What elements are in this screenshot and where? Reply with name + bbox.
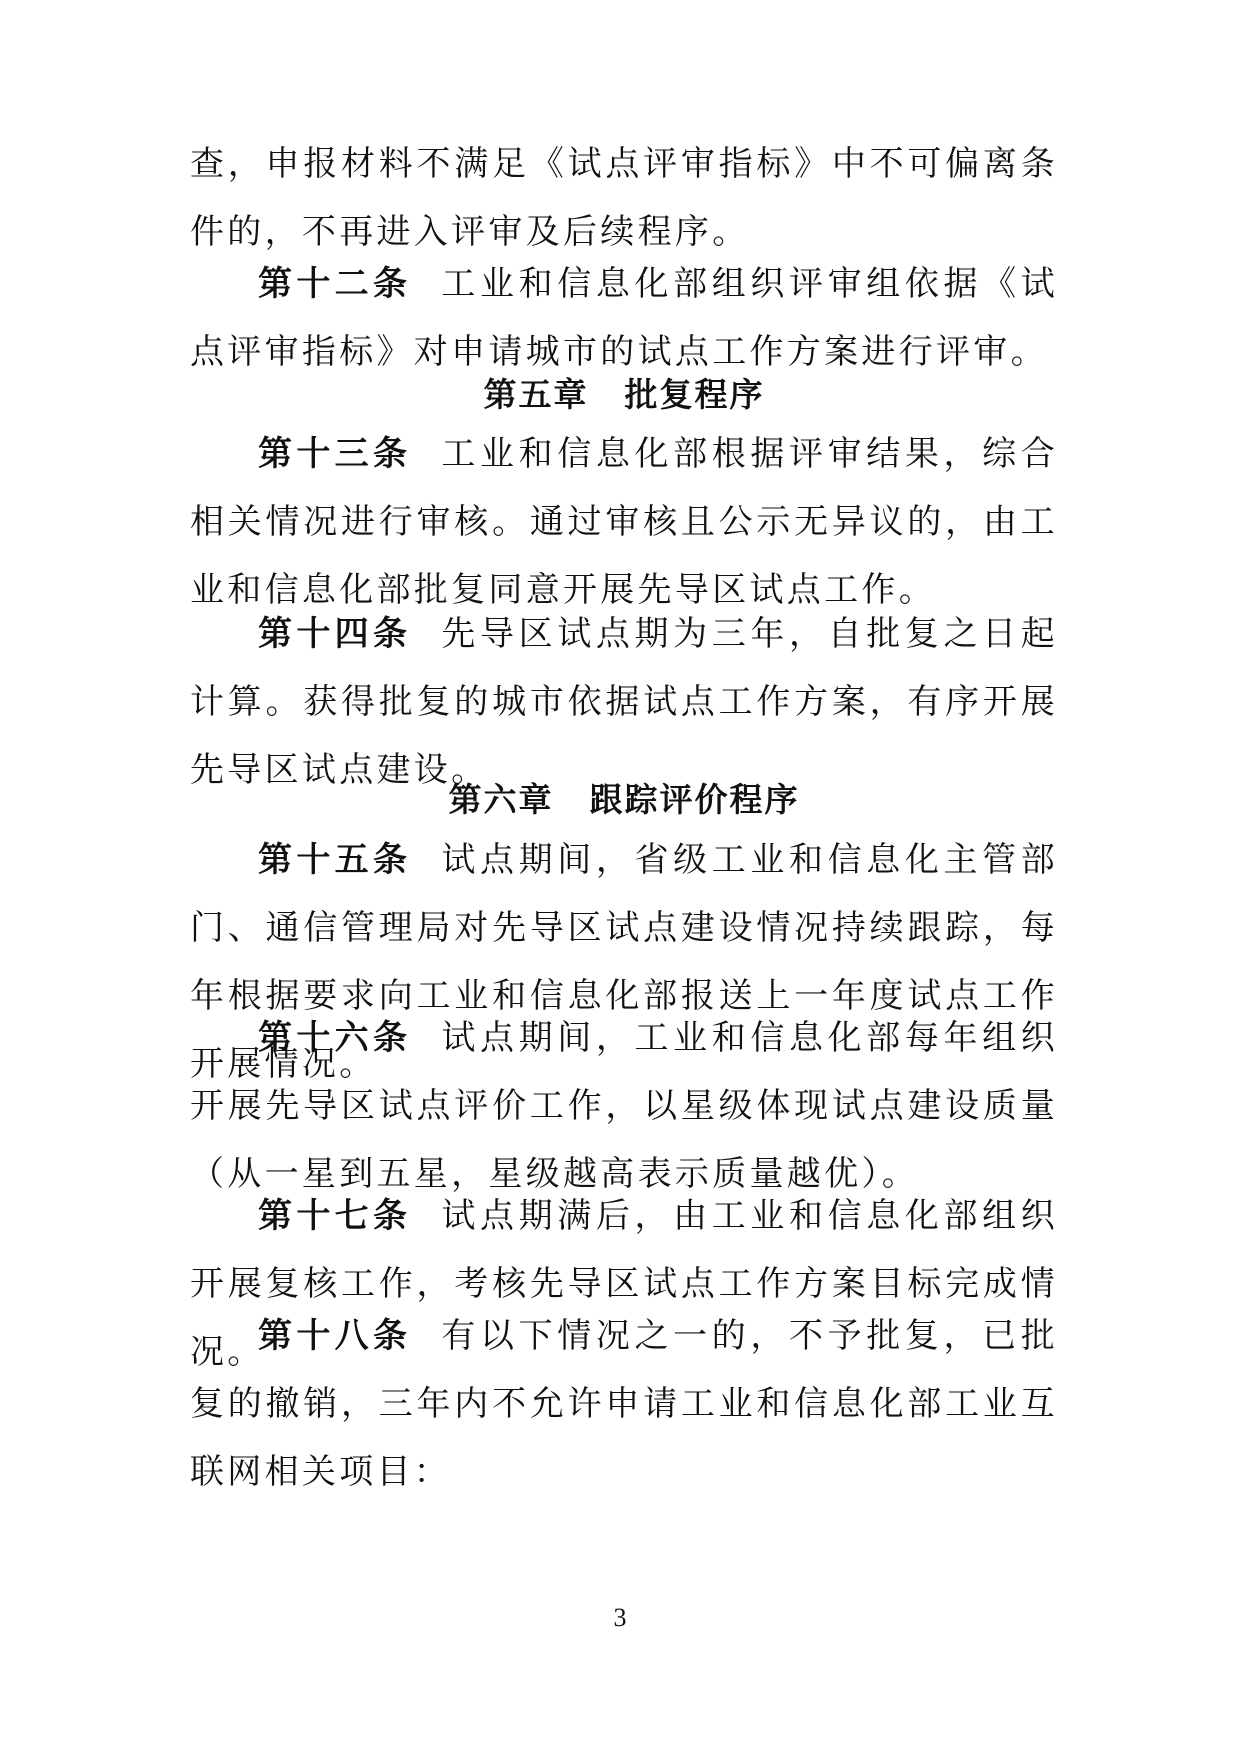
article-label: 第十四条 [258,614,412,654]
article-text: 试点期满后，由工业和信息化部组织开展复核工作，考核先导区试点工作方案目标完成情况。 [190,1196,1058,1372]
paragraph-text: 查，申报材料不满足《试点评审指标》中不可偏离条件的，不再进入评审及后续程序。 [190,144,1058,252]
chapter-title: 跟踪评价程序 [589,780,800,819]
chapter-title: 批复程序 [624,375,765,414]
article-13 [190,420,1058,624]
chapter-6-heading [190,770,1058,830]
article-text: 先导区试点期为三年，自批复之日起计算。获得批复的城市依据试点工作方案，有序开展先导区试点建设。 [190,614,1058,790]
article-label: 第十三条 [258,434,412,474]
article-text: 工业和信息化部根据评审结果，综合相关情况进行审核。通过审核且公示无异议的，由工业和信息化部批复同意开展先导区试点工作。 [190,434,1058,610]
article-label: 第十七条 [258,1196,412,1236]
article-text: 试点期间，工业和信息化部每年组织开展先导区试点评价工作，以星级体现试点建设质量（从一星到五星，星级越高表示质量越优）。 [190,1018,1058,1194]
article-text: 工业和信息化部组织评审组依据《试点评审指标》对申请城市的试点工作方案进行评审。 [190,264,1058,372]
article-label: 第十六条 [258,1018,412,1058]
page-number: 3 [613,1603,627,1632]
paragraph-continuation [190,130,1058,266]
article-18 [190,1302,1058,1506]
chapter-5-heading [190,365,1058,425]
article-text: 试点期间，省级工业和信息化主管部门、通信管理局对先导区试点建设情况持续跟踪，每年根据要求向工业和信息化部报送上一年度试点工作开展情况。 [190,840,1058,1084]
article-label: 第十二条 [258,264,412,304]
chapter-number: 第六章 [448,780,554,819]
article-label: 第十五条 [258,840,412,880]
chapter-number: 第五章 [483,375,589,414]
article-label: 第十八条 [258,1316,412,1356]
article-16 [190,1004,1058,1208]
article-text: 有以下情况之一的，不予批复，已批复的撤销，三年内不允许申请工业和信息化部工业互联网相关项目： [190,1316,1058,1492]
